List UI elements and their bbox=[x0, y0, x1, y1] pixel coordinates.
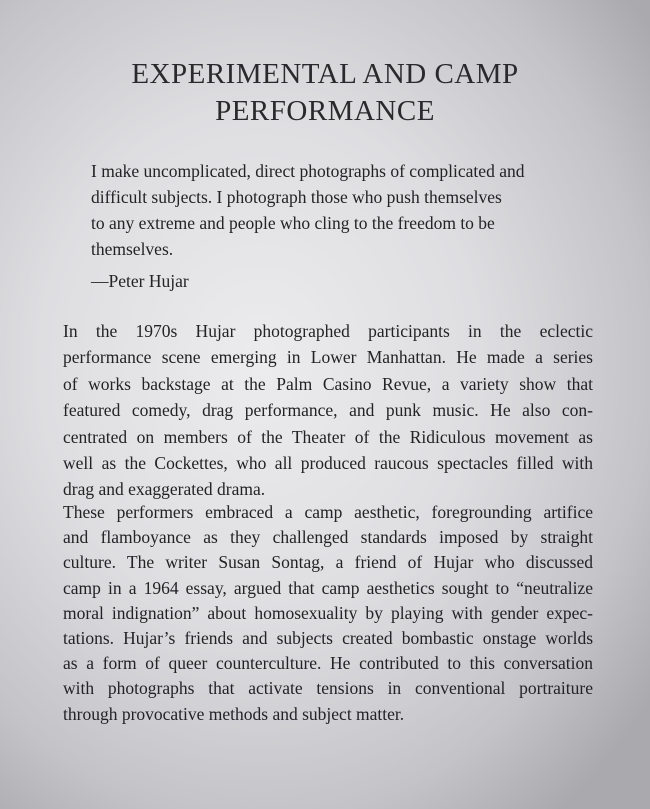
body-paragraph-1 bbox=[63, 318, 593, 503]
paragraph-line: of works backstage at the Palm Casino Revue, a variety show that bbox=[63, 373, 593, 394]
paragraph-line: camp in a 1964 essay, argued that camp aesthetics sought to “neutralize bbox=[63, 577, 593, 598]
paragraph-line: drag and exaggerated drama. bbox=[63, 479, 266, 500]
paragraph-line: In the 1970s Hujar photographed participants in the eclectic bbox=[63, 321, 593, 341]
title-line: PERFORMANCE bbox=[215, 95, 435, 127]
title-line: EXPERIMENTAL AND CAMP bbox=[131, 58, 519, 90]
quote-line: to any extreme and people who cling to the freedom to be bbox=[91, 213, 495, 233]
quote-line: themselves. bbox=[91, 239, 174, 259]
quote-attribution: —Peter Hujar bbox=[91, 271, 189, 291]
epigraph-quote bbox=[91, 158, 551, 262]
paragraph-line: through provocative methods and subject matter. bbox=[63, 703, 405, 724]
paragraph-line: well as the Cockettes, who all produced raucous spectacles filled with bbox=[63, 453, 593, 474]
paragraph-line: performance scene emerging in Lower Manhattan. He made a series bbox=[63, 347, 593, 368]
paragraph-line: culture. The writer Susan Sontag, a friend of Hujar who discussed bbox=[63, 552, 593, 573]
paragraph-line: centrated on members of the Theater of the Ridiculous movement as bbox=[63, 426, 593, 447]
paragraph-line: featured comedy, drag performance, and punk music. He also con- bbox=[63, 400, 593, 421]
wall-text-title bbox=[0, 56, 650, 130]
paragraph-line: tations. Hujar’s friends and subjects created bombastic onstage worlds bbox=[63, 628, 593, 649]
paragraph-line: moral indignation” about homosexuality by playing with gender expec- bbox=[63, 602, 593, 623]
paragraph-line: These performers embraced a camp aesthetic, foregrounding artifice bbox=[63, 502, 593, 522]
quote-line: I make uncomplicated, direct photographs of complicated and bbox=[91, 161, 525, 181]
quote-line: difficult subjects. I photograph those who push themselves bbox=[91, 187, 502, 207]
paragraph-line: and flamboyance as they challenged standards imposed by straight bbox=[63, 527, 593, 548]
body-paragraph-2 bbox=[63, 500, 593, 727]
paragraph-line: with photographs that activate tensions in conventional portraiture bbox=[63, 678, 593, 699]
paragraph-line: as a form of queer counterculture. He contributed to this conversation bbox=[63, 653, 593, 674]
